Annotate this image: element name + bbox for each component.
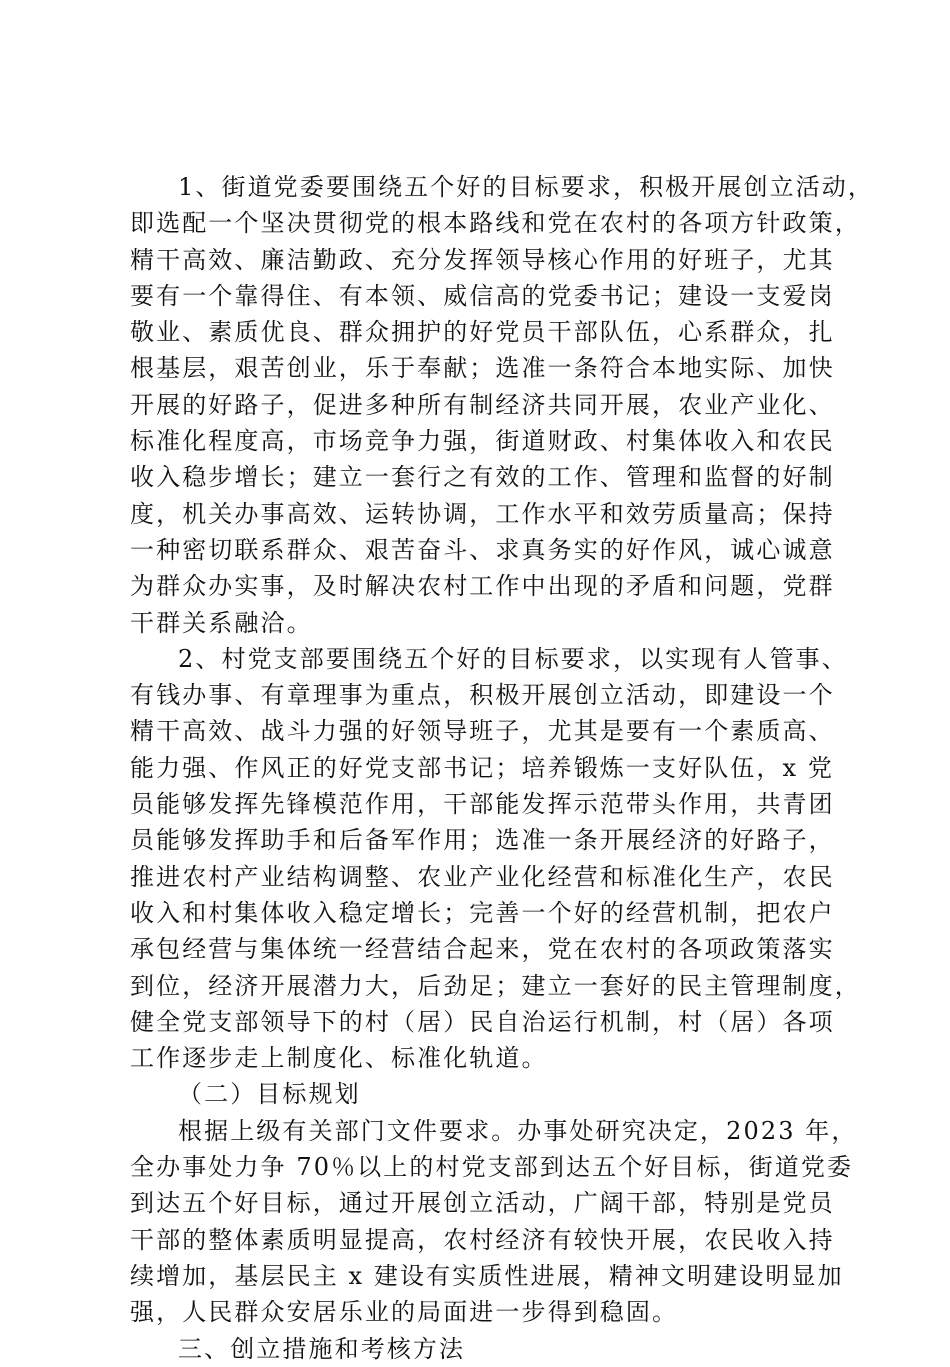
- text-line: 承包经营与集体统一经营结合起来，党在农村的各项政策落实: [130, 935, 835, 964]
- text-line: 到位，经济开展潜力大，后劲足；建立一套好的民主管理制度，: [130, 971, 861, 1000]
- text-line: 为群众办实事，及时解决农村工作中出现的矛盾和问题，党群: [130, 572, 835, 601]
- text-line: 根据上级有关部门文件要求。办事处研究决定，2023 年，: [178, 1116, 858, 1145]
- text-line: 全办事处力争 70％以上的村党支部到达五个好目标，街道党委: [130, 1153, 854, 1182]
- text-line: 员能够发挥助手和后备军作用；选准一条开展经济的好路子，: [130, 826, 835, 855]
- text-line: 2、村党支部要围绕五个好的目标要求，以实现有人管事、: [178, 644, 848, 673]
- text-line: 工作逐步走上制度化、标准化轨道。: [130, 1044, 548, 1073]
- text-line: 有钱办事、有章理事为重点，积极开展创立活动，即建设一个: [130, 681, 835, 710]
- text-line: 精干高效、廉洁勤政、充分发挥领导核心作用的好班子，尤其: [130, 245, 835, 274]
- text-line: 到达五个好目标，通过开展创立活动，广阔干部，特别是党员: [130, 1189, 835, 1218]
- text-line: 1、街道党委要围绕五个好的目标要求，积极开展创立活动，: [178, 173, 874, 201]
- paragraph-village-branch: [130, 641, 861, 1077]
- section-heading-target-plan: （二）目标规划: [178, 1080, 361, 1109]
- section-heading-measures: 三、创立措施和考核方法: [178, 1334, 466, 1363]
- text-line: 标准化程度高，市场竞争力强，街道财政、村集体收入和农民: [130, 427, 835, 456]
- text-line: 能力强、作风正的好党支部书记；培养锻炼一支好队伍，x 党: [130, 753, 834, 782]
- document-body: [130, 169, 874, 1367]
- text-line: 员能够发挥先锋模范作用，干部能发挥示范带头作用，共青团: [130, 790, 835, 819]
- paragraph-party-committee: [130, 169, 874, 641]
- text-line: 强，人民群众安居乐业的局面进一步得到稳固。: [130, 1298, 679, 1327]
- text-line: 精干高效、战斗力强的好领导班子，尤其是要有一个素质高、: [130, 717, 835, 746]
- text-line: 度，机关办事高效、运转协调，工作水平和效劳质量高；保持: [130, 499, 835, 528]
- text-line: 敬业、素质优良、群众拥护的好党员干部队伍，心系群众，扎: [130, 318, 835, 347]
- text-line: 收入稳步增长；建立一套行之有效的工作、管理和监督的好制: [130, 463, 835, 492]
- text-line: 即选配一个坚决贯彻党的根本路线和党在农村的各项方针政策，: [130, 209, 861, 238]
- text-line: 开展的好路子，促进多种所有制经济共同开展，农业产业化、: [130, 390, 835, 419]
- text-line: 收入和村集体收入稳定增长；完善一个好的经营机制，把农户: [130, 898, 835, 927]
- text-line: 一种密切联系群众、艰苦奋斗、求真务实的好作风，诚心诚意: [130, 535, 835, 564]
- text-line: 要有一个靠得住、有本领、威信高的党委书记；建设一支爱岗: [130, 281, 835, 310]
- text-line: 干部的整体素质明显提高，农村经济有较快开展，农民收入持: [130, 1225, 835, 1254]
- text-line: 干群关系融洽。: [130, 608, 313, 637]
- text-line: 健全党支部领导下的村（居）民自治运行机制，村（居）各项: [130, 1007, 835, 1036]
- text-line: 推进农村产业结构调整、农业产业化经营和标准化生产，农民: [130, 862, 835, 891]
- text-line: 根基层，艰苦创业，乐于奉献；选准一条符合本地实际、加快: [130, 354, 835, 383]
- paragraph-target-plan: [130, 1113, 858, 1331]
- text-line: 续增加，基层民主 x 建设有实质性进展，精神文明建设明显加: [130, 1261, 844, 1290]
